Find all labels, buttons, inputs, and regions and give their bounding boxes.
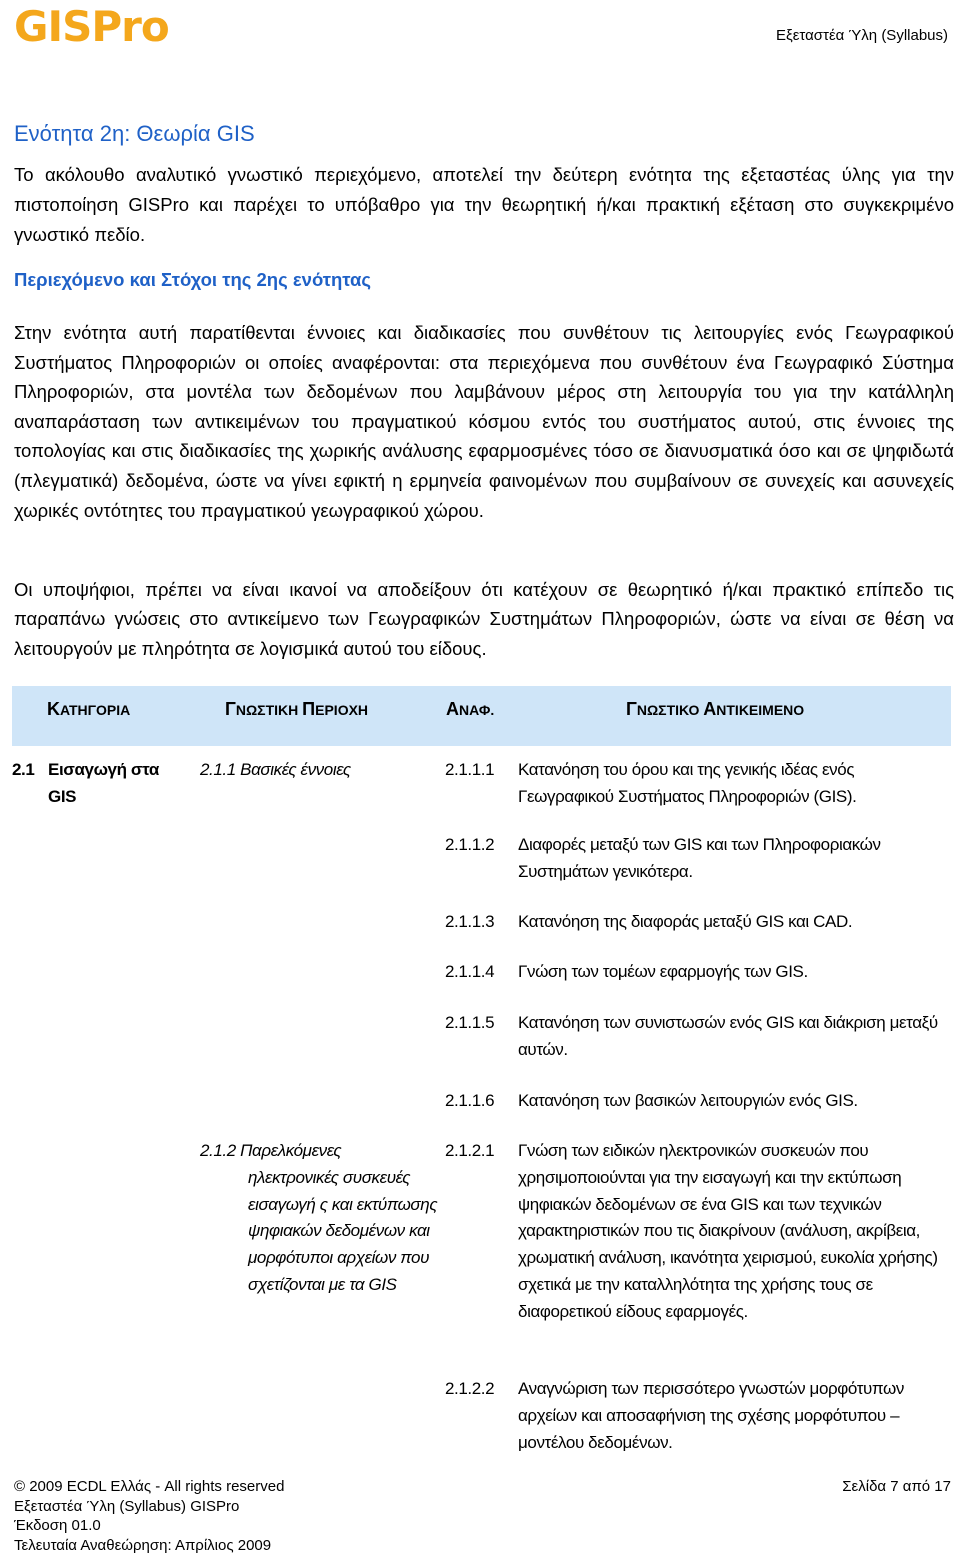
item-text: Γνώση των ειδικών ηλεκτρονικών συσκευών που χρησιμοποιούνται για την εισαγωγή και την εκτύπωση ψηφιακών δεδομένων σε ένα GIS και των τεχνικών χαρακτηριστικών που τις διακρίνουν (ανάλυση, ακρίβεια, χρωματική ανάλυση, ικανότητα χειρισμού, ευκολία χρήσης) σχετικά με την καταλληλότητα της χρήσης τους σε διαφορετικού είδους εφαρμογές.	[518, 1141, 938, 1321]
item-reference: 2.1.1.4	[445, 962, 495, 981]
item-text: Κατανόηση των βασικών λειτουργιών ενός GIS.	[518, 1091, 858, 1110]
content-paragraph: Στην ενότητα αυτή παρατίθενται έννοιες και διαδικασίες που συνθέτουν τις λειτουργίες ενός Γεωγραφικού Συστήματος Πληροφοριών οι οποίες αναφέρονται: στα περιεχόμενα που συνθέτουν ένα Γεωγραφικό Σύστημα Πληροφοριών, στα μοντέλα των δεδομένων που λαμβάνουν μέρος στη λειτουργία του για την κατάλληλη αναπαράσταση των αντικειμένων του πραγματικού κόσμου εντός του συστήματος αυτού, στις έννοιες της τοπολογίας και στις διαδικασίες της χωρικής ανάλυσης εφαρμοσμένες τόσο σε διανυσματικά όσο και σε ψηφιδωτά (πλεγματικά) δεδομένα, ώστε να γίνει εφικτή η ερμηνεία φαινομένων που συμβαίνουν σε συνεχείς και ασυνεχείς χωρικές οντότητες του πραγματικού γεωγραφικού χώρου.	[14, 322, 954, 521]
footer-doc-title: Εξεταστέα Ύλη (Syllabus) GISPro	[14, 1497, 240, 1515]
item-reference: 2.1.1.1	[445, 760, 495, 779]
item-text: Διαφορές μεταξύ των GIS και των Πληροφοριακών Συστημάτων γενικότερα.	[518, 835, 881, 881]
item-reference: 2.1.2.1	[445, 1141, 495, 1160]
document-label: Εξεταστέα Ύλη (Syllabus)	[775, 27, 948, 44]
content-subheading: Περιεχόμενο και Στόχοι της 2ης ενότητας	[14, 269, 372, 290]
item-reference: 2.1.1.6	[445, 1091, 495, 1110]
section-title: Ενότητα 2η: Θεωρία GIS	[14, 121, 255, 146]
header-reference: ΑΝΑΦ.	[446, 699, 495, 719]
footer-copyright: © 2009 ECDL Ελλάς - All rights reserved	[14, 1478, 285, 1495]
footer-version: Έκδοση 01.0	[14, 1517, 101, 1535]
intro-paragraph: Το ακόλουθο αναλυτικό γνωστικό περιεχόμενο, αποτελεί την δεύτερη ενότητα της εξεταστέας ύλης για την πιστοποίηση GISPro και παρέχει το υπόβαθρο για την θεωρητική ή/και πρακτική εξέταση στο συγκεκριμένο γνωστικό πεδίο.	[14, 164, 954, 245]
item-text: Γνώση των τομέων εφαρμογής των GIS.	[518, 962, 808, 981]
category-number: 2.1	[12, 760, 35, 779]
item-text: Κατανόηση του όρου και της γενικής ιδέας ενός Γεωγραφικού Συστήματος Πληροφοριών (GIS).	[518, 760, 857, 806]
syllabus-table-header	[12, 686, 951, 746]
header-category: ΚΑΤΗΓΟΡΙΑ	[47, 699, 131, 719]
category-name: Εισαγωγή στα GIS	[48, 760, 159, 806]
candidates-paragraph: Οι υποψήφιοι, πρέπει να είναι ικανοί να αποδείξουν ότι κατέχουν σε θεωρητικό ή/και πρακτικό επίπεδο τις παραπάνω γνώσεις στο αντικείμενο των Γεωγραφικών Συστημάτων Πληροφοριών, ώστε να είναι σε θέση να λειτουργούν με πληρότητα σε λογισμικά αυτού του είδους.	[14, 579, 954, 659]
knowledge-area: 2.1.1 Βασικές έννοιες	[200, 760, 351, 779]
item-reference: 2.1.1.2	[445, 835, 495, 854]
footer-info	[14, 1477, 284, 1556]
item-text: Αναγνώριση των περισσότερο γνωστών μορφότυπων αρχείων και αποσαφήνιση της σχέσης μορφότυπου – μοντέλου δεδομένων.	[518, 1379, 904, 1452]
footer-revision: Τελευταία Αναθεώρηση: Απρίλιος 2009	[14, 1537, 272, 1555]
item-text: Κατανόηση των συνιστωσών ενός GIS και διάκριση μεταξύ αυτών.	[518, 1013, 938, 1059]
knowledge-area: 2.1.2 Παρελκόμενες ηλεκτρονικές συσκευές εισαγωγή ς και εκτύπωσης ψηφιακών δεδομένων και μορφότυποι αρχείων που σχετίζονται με τα GIS	[200, 1141, 438, 1294]
gispro-logo: GISPro	[14, 2, 169, 51]
item-text: Κατανόηση της διαφοράς μεταξύ GIS και CAD.	[518, 912, 853, 931]
item-reference: 2.1.1.5	[445, 1013, 495, 1032]
item-reference: 2.1.1.3	[445, 912, 495, 931]
header-knowledge-object: ΓΝΩΣΤΙΚΟ ΑΝΤΙΚΕΙΜΕΝΟ	[626, 699, 805, 719]
header-knowledge-area: ΓΝΩΣΤΙΚΗ ΠΕΡΙΟΧΗ	[225, 699, 369, 719]
page-number: Σελίδα 7 από 17	[842, 1478, 951, 1495]
item-reference: 2.1.2.2	[445, 1379, 495, 1398]
